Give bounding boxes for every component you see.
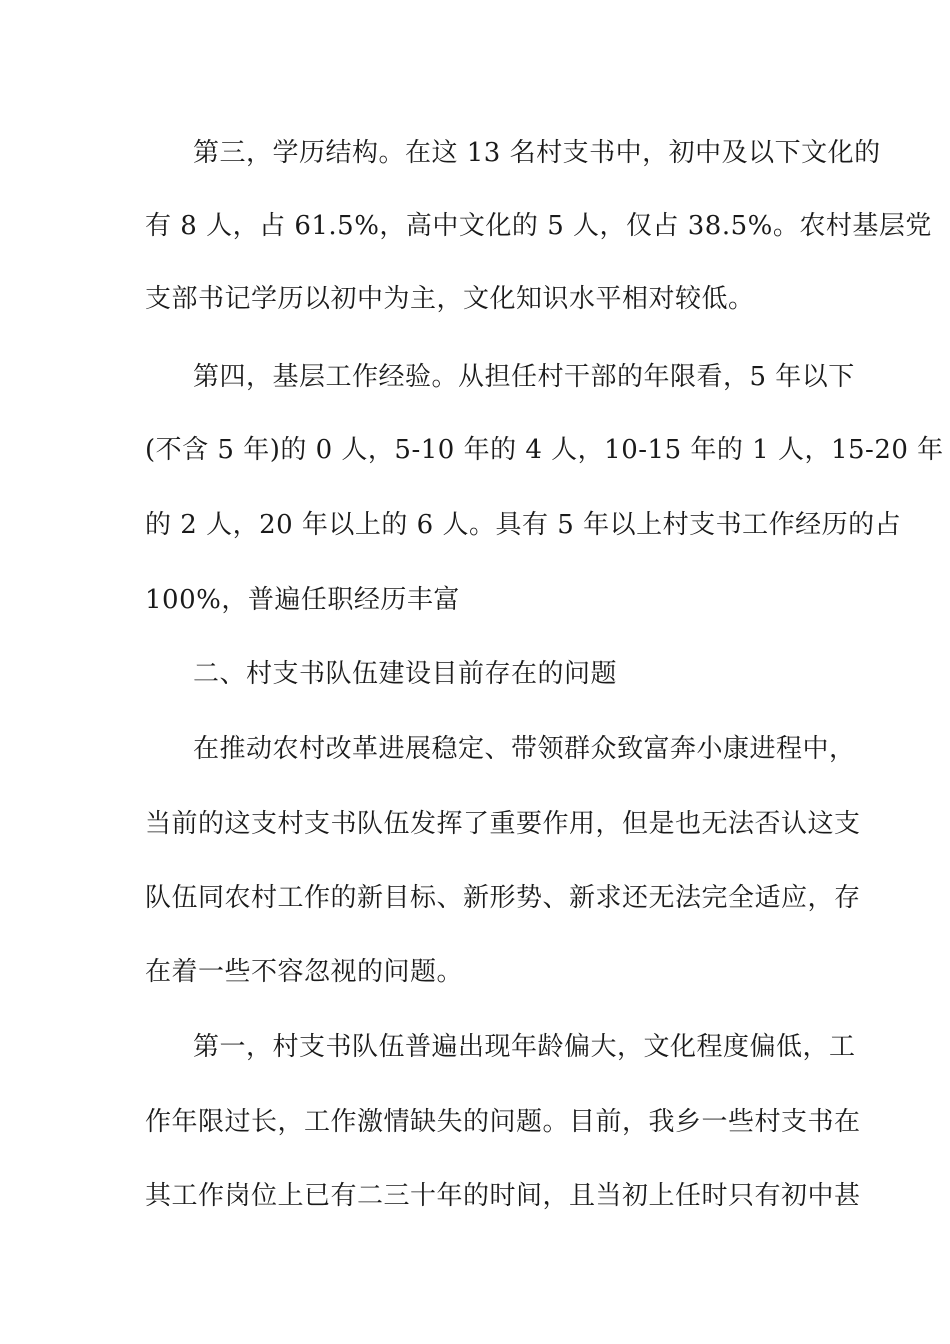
text-line: 100%，普遍任职经历丰富 [145,585,460,615]
text-line: 在推动农村改革进展稳定、带领群众致富奔小康进程中， [193,734,856,764]
text-line: 其工作岗位上已有二三十年的时间，且当初上任时只有初中甚 [145,1181,861,1211]
text-line: 有 8 人，占 61.5%，高中文化的 5 人，仅占 38.5%。农村基层党 [145,211,932,241]
text-line: 在着一些不容忽视的问题。 [145,957,464,987]
text-line: 第三，学历结构。在这 13 名村支书中，初中及以下文化的 [193,138,881,168]
text-line: 第四，基层工作经验。从担任村干部的年限看，5 年以下 [193,362,855,392]
text-line: 当前的这支村支书队伍发挥了重要作用，但是也无法否认这支 [145,809,861,839]
text-line: 的 2 人，20 年以上的 6 人。具有 5 年以上村支书工作经历的占 [145,510,902,540]
text-line: (不含 5 年)的 0 人，5-10 年的 4 人，10-15 年的 1 人，15-20 年 [145,435,944,465]
text-line: 队伍同农村工作的新目标、新形势、新求还无法完全适应，存 [145,883,861,913]
text-line: 支部书记学历以初中为主，文化知识水平相对较低。 [145,284,755,314]
text-line: 作年限过长，工作激情缺失的问题。目前，我乡一些村支书在 [145,1107,861,1137]
section-heading: 二、村支书队伍建设目前存在的问题 [193,659,618,689]
text-line: 第一，村支书队伍普遍出现年龄偏大，文化程度偏低，工 [193,1032,856,1062]
